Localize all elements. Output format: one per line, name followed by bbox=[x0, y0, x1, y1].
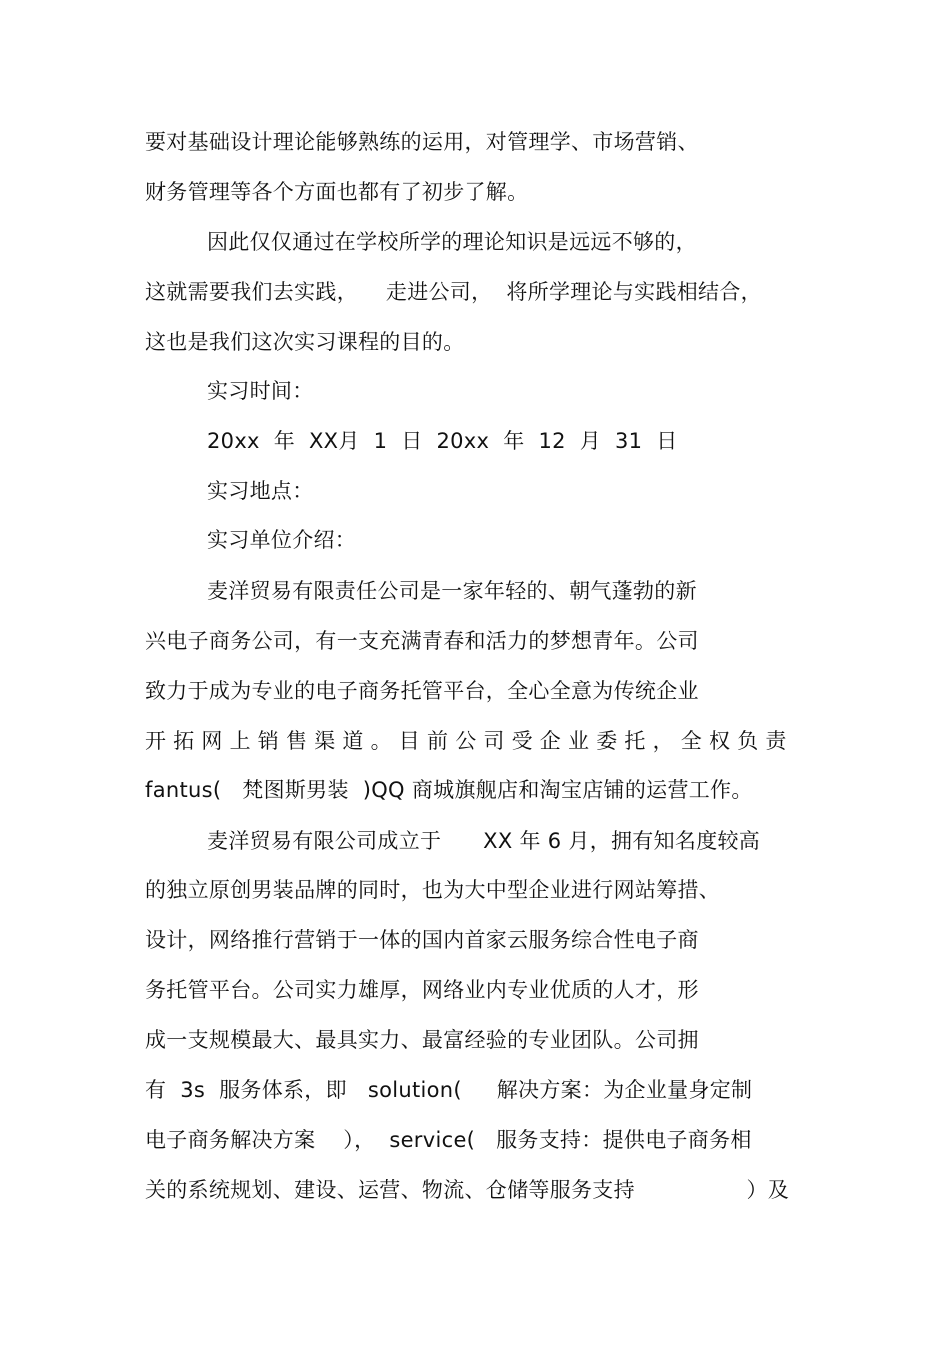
paragraph-line: 麦洋贸易有限责任公司是一家年轻的、朝气蓬勃的新 bbox=[207, 579, 697, 603]
paragraph-line: 设计，网络推行营销于一体的国内首家云服务综合性电子商 bbox=[145, 928, 699, 952]
paragraph-line: 要对基础设计理论能够熟练的运用，对管理学、市场营销、 bbox=[145, 130, 699, 154]
paragraph-line: fantus( 梵图斯男装 )QQ 商城旗舰店和淘宝店铺的运营工作。 bbox=[145, 778, 753, 802]
paragraph-line: 这也是我们这次实习课程的目的。 bbox=[145, 330, 465, 354]
paragraph-line: 兴电子商务公司，有一支充满青春和活力的梦想青年。公司 bbox=[145, 629, 699, 653]
section-label: 实习单位介绍： bbox=[207, 528, 357, 552]
paragraph-line: 这就需要我们去实践， 走进公司， 将所学理论与实践相结合， bbox=[145, 280, 762, 304]
paragraph-line: 关的系统规划、建设、运营、物流、仓储等服务支持 ）及 bbox=[145, 1178, 790, 1202]
internship-dates: 20xx 年 XX月 1 日 20xx 年 12 月 31 日 bbox=[207, 429, 678, 453]
paragraph-line: 财务管理等各个方面也都有了初步了解。 bbox=[145, 180, 529, 204]
paragraph-line: 开拓网上销售渠道。目前公司受企业委托，全权负责 bbox=[145, 729, 794, 753]
section-label: 实习地点： bbox=[207, 479, 314, 503]
paragraph-line: 电子商务解决方案 ）， service( 服务支持：提供电子商务相 bbox=[145, 1128, 752, 1152]
section-label: 实习时间： bbox=[207, 379, 314, 403]
paragraph-line: 因此仅仅通过在学校所学的理论知识是远远不够的， bbox=[207, 230, 697, 254]
paragraph-line: 成一支规模最大、最具实力、最富经验的专业团队。公司拥 bbox=[145, 1028, 699, 1052]
paragraph-line: 致力于成为专业的电子商务托管平台，全心全意为传统企业 bbox=[145, 679, 699, 703]
paragraph-line: 麦洋贸易有限公司成立于 XX 年 6 月，拥有知名度较高 bbox=[207, 829, 761, 853]
paragraph-line: 有 3s 服务体系，即 solution( 解决方案：为企业量身定制 bbox=[145, 1078, 753, 1102]
paragraph-line: 的独立原创男装品牌的同时，也为大中型企业进行网站筹措、 bbox=[145, 878, 721, 902]
paragraph-line: 务托管平台。公司实力雄厚，网络业内专业优质的人才，形 bbox=[145, 978, 699, 1002]
